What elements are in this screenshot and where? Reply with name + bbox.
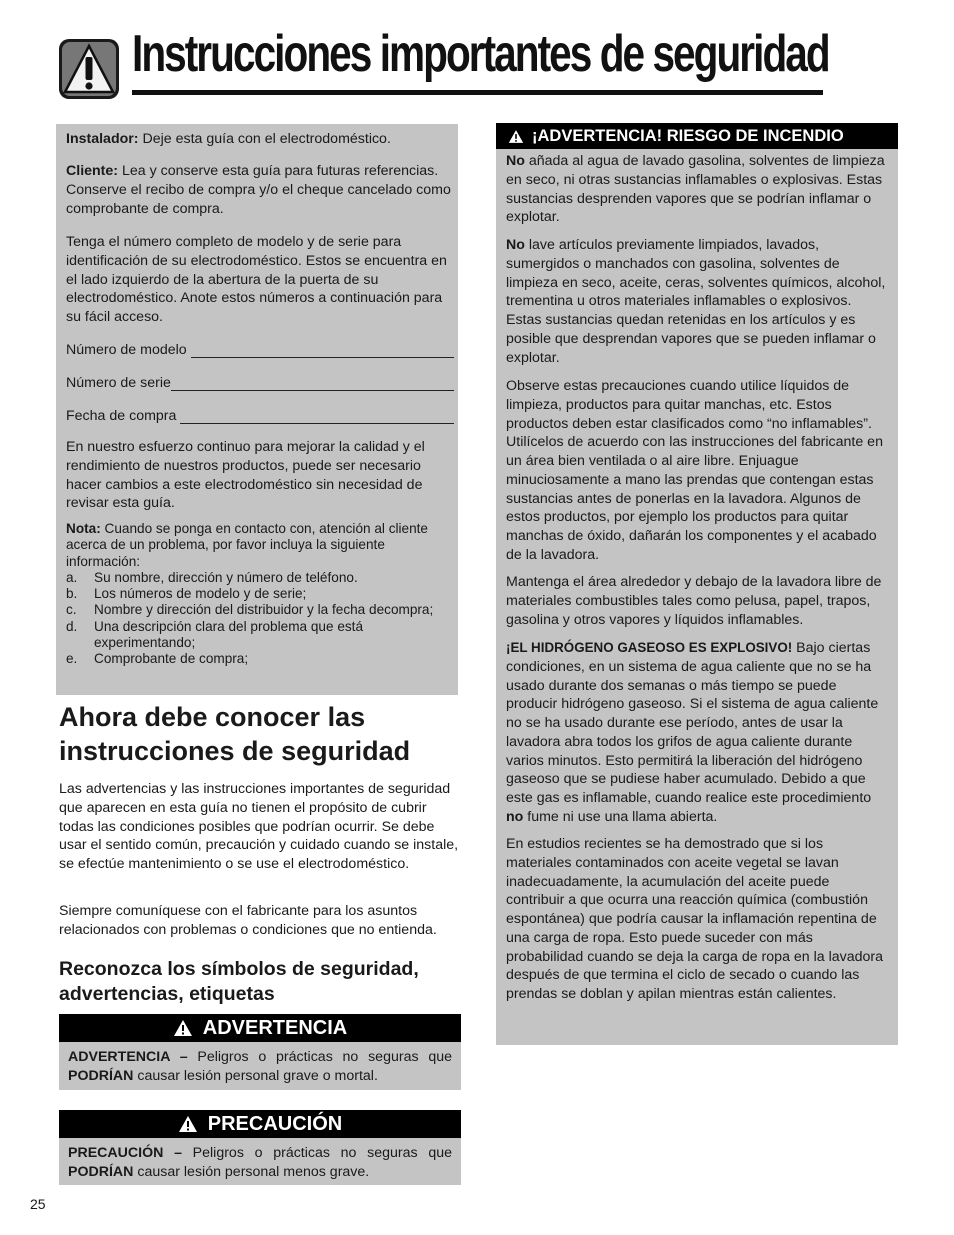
note-text: Cuando se ponga en contacto con, atención al cliente acerca de un problema, por favor incluya la siguiente información: <box>66 521 428 569</box>
warning-bar <box>59 1014 461 1042</box>
warning-triangle-icon <box>173 1019 193 1037</box>
safety-heading: Ahora debe conocer las instrucciones de seguridad <box>59 702 411 766</box>
model-serial-paragraph: Tenga el número completo de modelo y de serie para identificación de su electrodoméstico. Estos se encuentra en el lado izquierdo de la abertura de la puerta de su electrodoméstico. Anote estos números a continuación para su fácil acceso. <box>66 234 447 326</box>
list-item: c. Nombre y dirección del distribuidor y la fecha decompra; <box>66 602 434 618</box>
installer-paragraph <box>66 130 454 149</box>
installer-text: Deje esta guía con el electrodoméstico. <box>138 131 391 147</box>
client-paragraph <box>66 162 454 218</box>
fire-warning-bar <box>496 123 898 149</box>
warning-triangle-icon <box>58 38 120 100</box>
page-number: 25 <box>30 1196 46 1212</box>
info-box <box>56 124 458 695</box>
list-item: e. Comprobante de compra; <box>66 651 249 667</box>
serial-number-label: Número de serie <box>66 375 171 391</box>
caution-title: PRECAUCIÓN <box>207 1112 343 1135</box>
note-block <box>66 521 446 668</box>
purchase-date-label: Fecha de compra <box>66 408 177 424</box>
contact-paragraph: Siempre comuníquese con el fabricante para los asuntos relacionados con problemas o condiciones que no entienda. <box>59 903 437 938</box>
installer-label: Instalador: <box>66 131 139 147</box>
fire-paragraph-2: No lave artículos previamente limpiados, lavados, sumergidos o manchados con gasolina, solventes de limpieza en seco, aceite, ceras, solventes químicos, alcohol, trementina u otros materiales inflamables o explosivos. Estas sustancias quedan retenidas en los artículos y es posible que desprendan vapores que se pueden inflamar o explotar. <box>506 237 886 366</box>
caution-bar <box>59 1110 461 1138</box>
page-title: Instrucciones importantes de seguridad <box>132 25 829 83</box>
client-label: Cliente: <box>66 163 119 179</box>
fire-paragraph-5: ¡EL HIDRÓGENO GASEOSO ES EXPLOSIVO! Bajo ciertas condiciones, en un sistema de agua caliente que no se ha usado durante dos semanas o más tiempo se puede producir hidrógeno gaseoso. Si el sistema de agua caliente no se ha usado durante ese período, antes de usar la lavadora abra todos los grifos de agua caliente durante varios minutos. Esto permitirá la liberación del hidrógeno gaseoso que se pudiese haber acumulado. Debido a que este gas es inflamable, cuando realice este procedimiento no fume ni use una llama abierta. <box>506 640 879 825</box>
caution-label: PRECAUCIÓN – <box>68 1145 182 1161</box>
warning-emph: PODRÍAN <box>68 1068 134 1084</box>
note-intro <box>66 521 446 570</box>
warning-block <box>59 1014 461 1090</box>
serial-number-field[interactable] <box>66 375 454 391</box>
serial-number-line[interactable] <box>171 376 454 391</box>
list-item: a. Su nombre, dirección y número de teléfono. <box>66 569 358 585</box>
warning-text: ADVERTENCIA – Peligros o prácticas no seguras que PODRÍAN causar lesión personal grave o mortal. <box>68 1049 452 1084</box>
list-item: b. Los números de modelo y de serie; <box>66 586 307 602</box>
caution-text: PRECAUCIÓN – Peligros o prácticas no seguras que PODRÍAN causar lesión personal menos grave. <box>68 1145 452 1180</box>
improvement-paragraph: En nuestro esfuerzo continuo para mejorar la calidad y el rendimiento de nuestros productos, puede ser necesario hacer cambios a este electrodoméstico sin necesidad de revisar esta guía. <box>66 439 425 512</box>
caution-block <box>59 1110 461 1185</box>
fire-paragraph-4: Mantenga el área alrededor y debajo de la lavadora libre de materiales combustibles tales como pelusa, papel, trapos, gasolina y otros vapores y líquidos inflamables. <box>506 574 882 628</box>
fire-paragraph-3: Observe estas precauciones cuando utilice líquidos de limpieza, productos para quitar manchas, etc. Estos productos deben estar clasificados como “no inflamables”. Utilícelos de acuerdo con las instrucciones del fabricante en un área bien ventilada o al aire libre. Enjuague minuciosamente a mano las prendas que contengan estas sustancias antes de ponerlas en la lavadora. Algunos de estos productos, por ejemplo los productos para quitar manchas de óxido, dañarán los componentes y el acabado de la lavadora. <box>506 378 883 563</box>
warning-triangle-icon <box>178 1115 198 1133</box>
model-number-field[interactable] <box>66 342 454 358</box>
caution-emph: PODRÍAN <box>68 1164 134 1180</box>
model-number-label: Número de modelo <box>66 342 187 358</box>
purchase-date-field[interactable] <box>66 408 454 424</box>
fire-paragraph-6: En estudios recientes se ha demostrado que si los materiales contaminados con aceite vegetal se lavan inadecuadamente, la acumulación del aceite puede contribuir a que ocurra una reacción química (combustión espontánea) que podría causar la inflamación repentina de una carga de ropa. Esto puede suceder con más probabilidad cuando se deja la carga de ropa en la lavadora después de que termina el ciclo de secado o cuando las prendas se doblan y apilan mientras están calientes. <box>506 836 884 1002</box>
warning-label: ADVERTENCIA – <box>68 1049 188 1065</box>
fire-paragraph-1: No añada al agua de lavado gasolina, solventes de limpieza en seco, ni otras sustancias inflamables o explosivas. Estas sustancias desprenden vapores que se podrían inflamar o explotar. <box>506 153 885 226</box>
note-list <box>66 570 446 668</box>
list-item: d. Una descripción clara del problema que está experimentando; <box>66 618 364 651</box>
fire-warning-title: ¡ADVERTENCIA! RIESGO DE INCENDIO <box>532 126 844 145</box>
purchase-date-line[interactable] <box>180 409 454 424</box>
intro-paragraph: Las advertencias y las instrucciones importantes de seguridad que aparecen en esta guía no tienen el propósito de cubrir todas las condiciones posibles que podrían ocurrir. Se debe usar el sentido común, precaución y cuidado cuando se instale, se efectúe mantenimiento o se use el electrodoméstico. <box>59 781 459 873</box>
warning-triangle-icon <box>508 129 524 144</box>
symbols-heading: Reconozca los símbolos de seguridad, advertencias, etiquetas <box>59 958 419 1005</box>
client-text: Lea y conserve esta guía para futuras referencias. Conserve el recibo de compra y/o el cheque cancelado como comprobante de compra. <box>66 163 451 217</box>
warning-title: ADVERTENCIA <box>202 1016 348 1039</box>
note-label: Nota: <box>66 521 101 536</box>
model-number-line[interactable] <box>191 343 454 358</box>
title-rule <box>132 90 823 95</box>
